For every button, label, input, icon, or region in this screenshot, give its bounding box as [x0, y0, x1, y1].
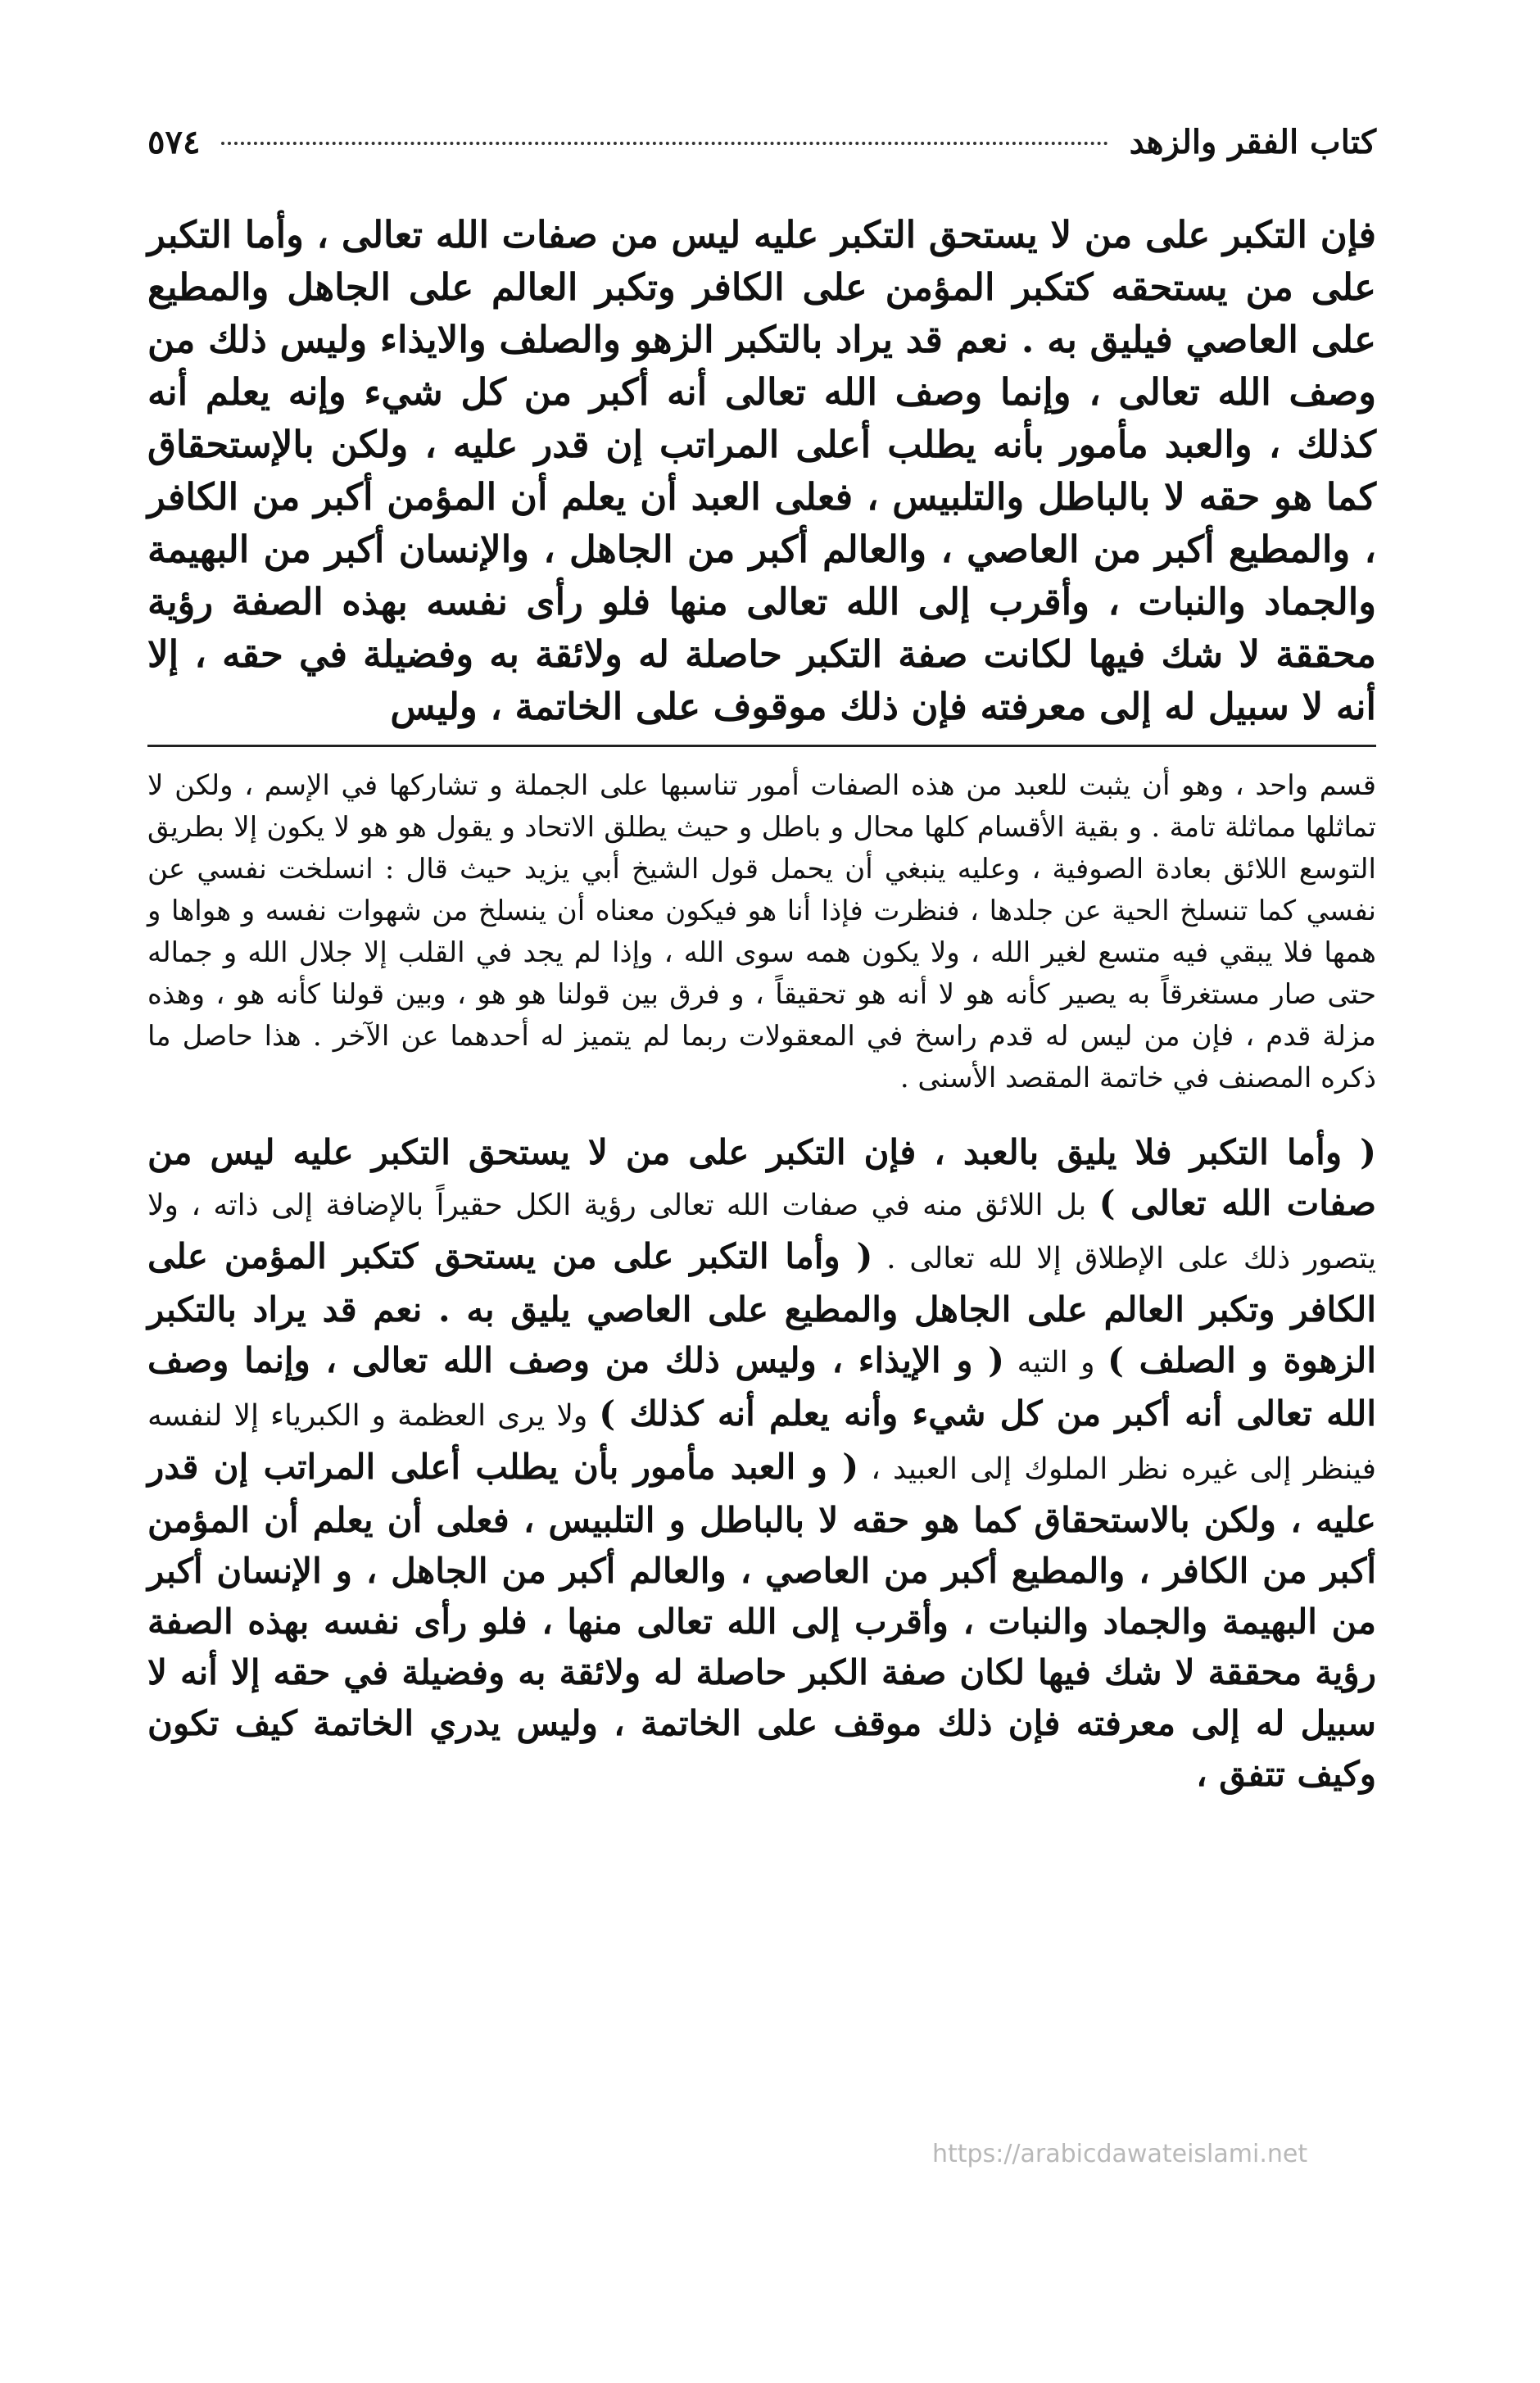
- footnote: [147, 765, 1376, 1099]
- commentary-matn-2: ( وأما التكبر على من يستحق كتكبر المؤمن على الكافر وتكبر العالم على الجاهل والمطيع على العاصي يليق به . نعم قد يراد بالتكبر الزهوة و الصلف ): [147, 1236, 1377, 1380]
- commentary-sharh-3: ولا يرى العظمة و الكبرياء إلا لنفسه فينظر إلى غيره نظر الملوك إلى العبيد ،: [147, 1399, 1377, 1486]
- footnote-text: قسم واحد ، وهو أن يثبت للعبد من هذه الصفات أمور تناسبها على الجملة و تشاركها في الإسم ، ولكن لا تماثلها مماثلة تامة . و بقية الأقسام كلها محال و باطل و حيث يطلق الاتحاد و يقول هو هو لا يكون إلا بطريق التوسع اللائق بعادة الصوفية ، وعليه ينبغي أن يحمل قول الشيخ أبي يزيد حيث قال : انسلخت نفسي عن نفسي كما تنسلخ الحية عن جلدها ، فنظرت فإذا أنا هو فيكون معناه أن ينسلخ من شهوات نفسه و هواها و همها فلا يبقي فيه متسع لغير الله ، ولا يكون همه سوى الله ، وإذا لم يجد في القلب إلا جلال الله و جماله حتى صار مستغرقاً به يصير كأنه هو لا أنه هو تحقيقاً ، و فرق بين قولنا هو هو ، وبين قولنا كأنه هو ، وهذه مزلة قدم ، فإن من ليس له قدم راسخ في المعقولات ربما لم يتميز له أحدهما عن الآخر . هذا حاصل ما ذكره المصنف في خاتمة المقصد الأسنى .: [147, 769, 1376, 1094]
- main-paragraph: فإن التكبر على من لا يستحق التكبر عليه ليس من صفات الله تعالى ، وأما التكبر على من يستحقه كتكبر المؤمن على الكافر وتكبر العالم على الجاهل والمطيع على العاصي فيليق به . نعم قد يراد بالتكبر الزهو والصلف والايذاء وليس ذلك من وصف الله تعالى ، وإنما وصف الله تعالى أنه أكبر من كل شيء وإنه يعلم أنه كذلك ، والعبد مأمور بأنه يطلب أعلى المراتب إن قدر عليه ، ولكن بالإستحقاق كما هو حقه لا بالباطل والتلبيس ، فعلى العبد أن يعلم أن المؤمن أكبر من الكافر ، والمطيع أكبر من العاصي ، والعالم أكبر من الجاهل ، والإنسان أكبر من البهيمة والجماد والنبات ، وأقرب إلى الله تعالى منها فلو رأى نفسه بهذه الصفة رؤية محققة لا شك فيها لكانت صفة التكبر حاصلة له ولائقة به وفضيلة في حقه ، إلا أنه لا سبيل له إلى معرفته فإن ذلك موقوف على الخاتمة ، وليس: [147, 213, 1376, 728]
- footnote-separator: [147, 745, 1376, 747]
- commentary-sharh-1: بل اللائق منه في صفات الله تعالى رؤية الكل حقيراً بالإضافة إلى ذاته ، ولا يتصور ذلك على الإطلاق إلا لله تعالى .: [147, 1189, 1376, 1275]
- book-title: كتاب الفقر والزهد: [1129, 123, 1376, 161]
- book-page: [147, 123, 1376, 1800]
- commentary: [147, 1127, 1376, 1800]
- running-header: [147, 123, 1376, 161]
- page-number: ٥٧٤: [147, 123, 201, 161]
- header-dotted-leader: [221, 142, 1107, 145]
- watermark-url: https://arabicdawateislami.net: [932, 2140, 1308, 2168]
- commentary-matn-3: ( و الإيذاء ، وليس ذلك من وصف الله تعالى ، وإنما وصف الله تعالى أنه أكبر من كل شيء وأنه يعلم أنه كذلك ): [147, 1340, 1376, 1434]
- main-text: [147, 209, 1376, 733]
- commentary-matn-4: ( و العبد مأمور بأن يطلب أعلى المراتب إن قدر عليه ، ولكن بالاستحقاق كما هو حقه لا بالباطل و التلبيس ، فعلى أن يعلم أن المؤمن أكبر من الكافر ، والمطيع أكبر من العاصي ، والعالم أكبر من الجاهل ، و الإنسان أكبر من البهيمة والجماد والنبات ، وأقرب إلى الله تعالى منها ، فلو رأى نفسه بهذه الصفة رؤية محققة لا شك فيها لكان صفة الكبر حاصلة له ولائقة به وفضيلة في حقه إلا أنه لا سبيل له إلى معرفته فإن ذلك موقف على الخاتمة ، وليس يدري الخاتمة كيف تكون وكيف تتفق ،: [147, 1447, 1376, 1794]
- commentary-matn-1: ( وأما التكبر فلا يليق بالعبد ، فإن التكبر على من لا يستحق التكبر عليه ليس من صفات الله تعالى ): [147, 1132, 1376, 1223]
- commentary-sharh-2: و التيه: [1004, 1346, 1107, 1380]
